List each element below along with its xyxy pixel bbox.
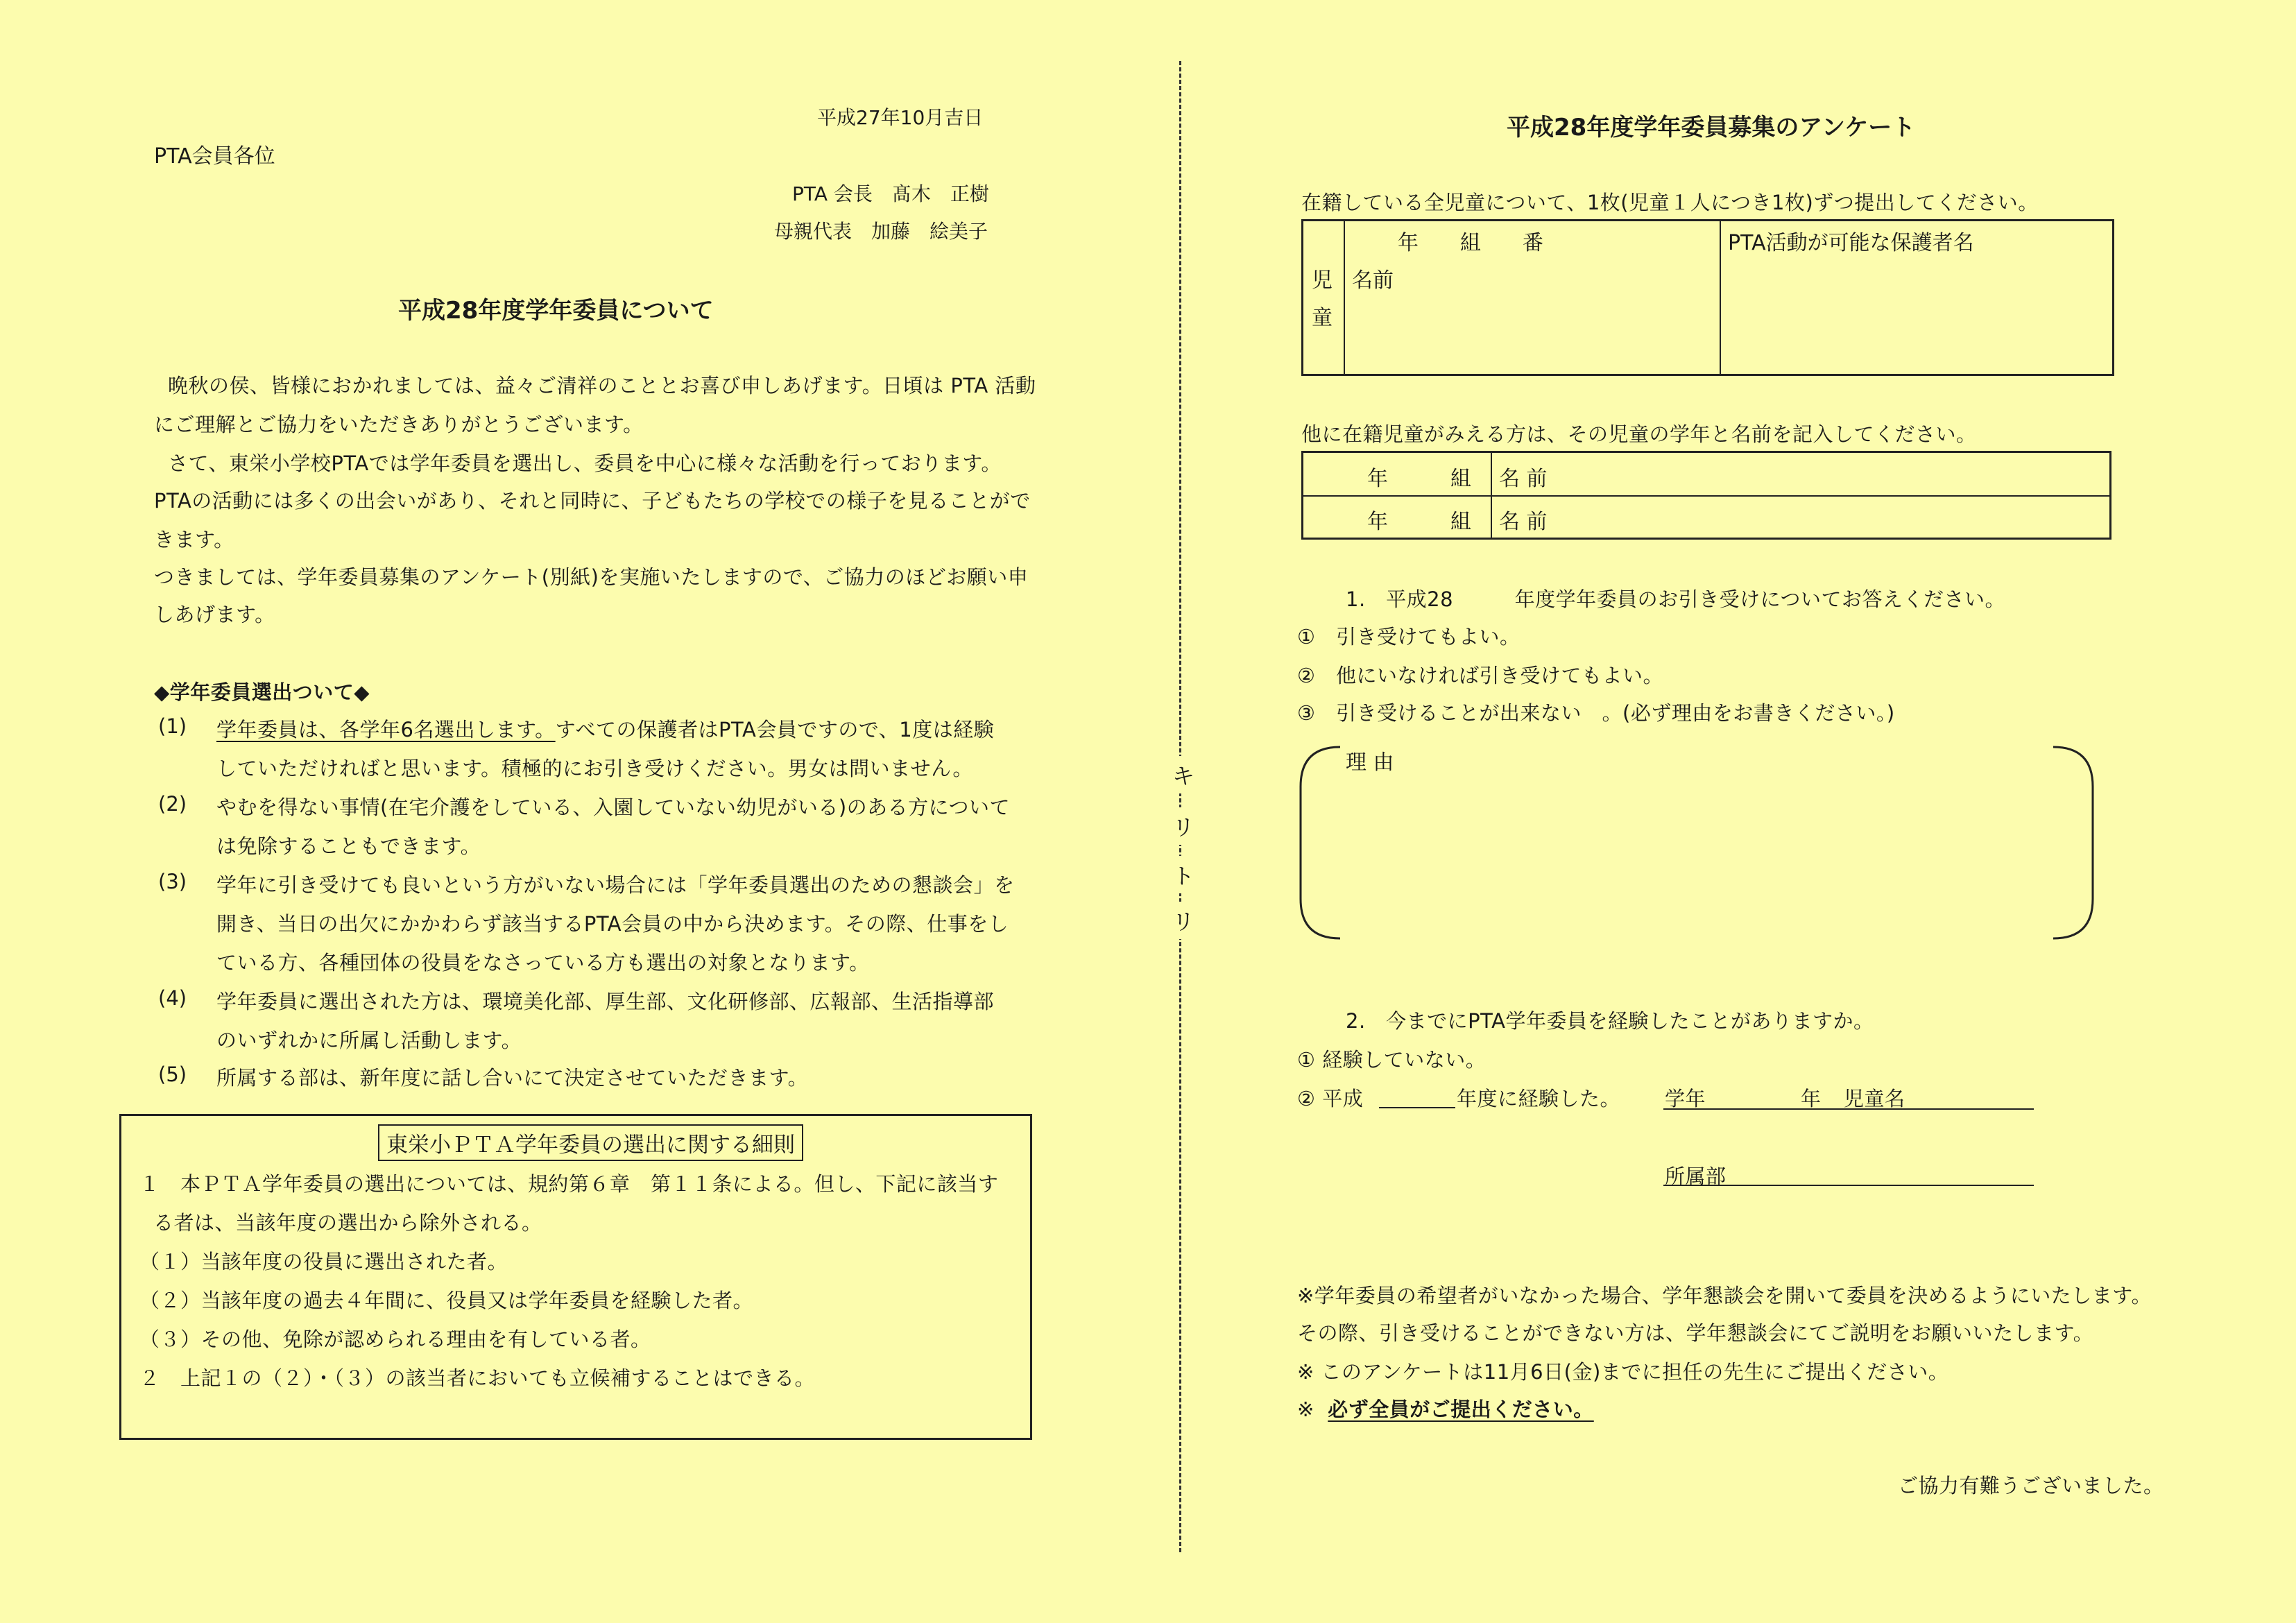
q2-option-2-suffix: 年度に経験した。 [1457,1087,1621,1110]
cut-label-char: キ [1172,756,1194,793]
intro-line: PTAの活動には多くの出会いがあり、それと同時に、子どもたちの学校での様子を見ることがで [154,489,1031,513]
rules-line: ２ 上記１の（２）・（３）の該当者においても立候補することはできる。 [139,1366,816,1390]
year-label: 年 [1801,1087,1822,1110]
cut-label-char: リ [1172,807,1194,845]
list-item-line: ている方、各種団体の役員をなさっている方も選出の対象となります。 [216,951,870,974]
list-number: (3) [158,870,187,893]
list-item-line: は免除することもできます。 [216,834,481,858]
sibling-grade-field[interactable]: 年 組 [1367,510,1471,534]
child-info-table [1301,219,2114,376]
note-line: その際、引き受けることができない方は、学年懇談会にてご説明をお願いいたします。 [1297,1321,2094,1345]
sibling-name-field[interactable]: 名 前 [1499,510,1548,534]
note-line: ※ このアンケートは11月6日(金)までに担任の先生にご提出ください。 [1297,1360,1949,1384]
sibling-table [1301,451,2111,540]
child-side-label: 児 [1312,268,1333,293]
selection-heading: ◆学年委員選出ついて◆ [154,680,370,704]
grade-label: 学年 [1665,1087,1706,1110]
reason-box[interactable] [1299,745,2095,941]
rules-line: る者は、当該年度の選出から除外される。 [153,1211,542,1235]
list-item-line: 学年に引き受けても良いという方がいない場合には「学年委員選出のための懇談会」を [216,873,1015,897]
list-item-line: していただければと思います。積極的にお引き受けください。男女は問いません。 [216,757,973,780]
rules-line: （１）当該年度の役員に選出された者。 [139,1250,508,1273]
department-blank[interactable] [1663,1185,2034,1186]
rules-line: （３）その他、免除が認められる理由を有している者。 [139,1328,651,1351]
rules-line: （２）当該年度の過去４年間に、役員又は学年委員を経験した者。 [139,1289,754,1312]
list-item-line: 所属する部は、新年度に話し合いにて決定させていただきます。 [216,1066,809,1090]
required-submission-text: 必ず全員がご提出ください。 [1328,1398,1594,1421]
question-1: 1. 平成28 年度学年委員のお引き受けについてお答えください。 [1346,587,2005,611]
q2-option-2[interactable]: ② 平成 [1297,1087,1364,1110]
child-side-label: 童 [1312,306,1333,330]
intro-line: 晩秋の侯、皆様におかれましては、益々ご清祥のこととお喜び申しあげます。日頃は PTA 活動 [168,374,1036,397]
child-name-label: 児童名 [1844,1087,1905,1110]
guardian-name-field[interactable]: PTA活動が可能な保護者名 [1728,231,1974,255]
instruction-other-children: 他に在籍児童がみえる方は、その児童の学年と名前を記入してください。 [1301,422,1977,446]
list-number: (5) [158,1063,187,1086]
q1-option-3[interactable]: ③ 引き受けることが出来ない 。(必ず理由をお書きください。) [1297,701,1895,725]
list-number: (1) [158,714,187,738]
q1-option-1[interactable]: ① 引き受けてもよい。 [1297,625,1520,649]
left-page-title: 平成28年度学年委員について [398,297,714,325]
intro-line: さて、東栄小学校PTAでは学年委員を選出し、委員を中心に様々な活動を行っております。 [168,452,1002,475]
list-number: (2) [158,792,187,816]
intro-line: きます。 [154,528,234,551]
sender-president: PTA 会長 髙木 正樹 [792,182,989,205]
department-label: 所属部 [1665,1165,1727,1188]
sibling-name-field[interactable]: 名 前 [1499,467,1548,491]
addressee: PTA会員各位 [154,144,275,169]
child-name-field[interactable]: 名前 [1352,268,1394,293]
intro-line: しあげます。 [154,603,275,626]
list-item-line: のいずれかに所属し活動します。 [216,1029,522,1052]
rules-box [119,1114,1032,1440]
sibling-grade-field[interactable]: 年 組 [1367,467,1471,491]
q2-option-1[interactable]: ① 経験していない。 [1297,1048,1487,1072]
reason-label: 理 由 [1346,750,1394,775]
list-item-line: 学年委員に選出された方は、環境美化部、厚生部、文化研修部、広報部、生活指導部 [216,990,995,1013]
note-line: ※学年委員の希望者がいなかった場合、学年懇談会を開いて委員を決めるようにいたします。 [1297,1284,2152,1307]
cut-line [1179,61,1181,1552]
list-number: (4) [158,986,187,1010]
year-blank[interactable] [1379,1107,1455,1108]
list-item-line: 開き、当日の出欠にかかわらず該当するPTA会員の中から決めます。その際、仕事をし [216,912,1009,936]
closing-thanks: ご協力有難うございました。 [1898,1474,2164,1497]
survey-title: 平成28年度学年委員募集のアンケート [1507,114,1916,141]
list-item-line: 学年委員は、各学年6名選出します。すべての保護者はPTA会員ですので、1度は経験 [216,718,995,741]
cut-label-char: リ [1172,902,1194,939]
underlined-emphasis: 学年委員は、各学年6名選出します。 [216,718,556,741]
instruction-all-children: 在籍している全児童について、1枚(児童１人につき1枚)ずつ提出してください。 [1301,191,2039,214]
cut-label-char: ト [1172,856,1194,893]
intro-line: にご理解とご協力をいただきありがとうございます。 [154,413,644,436]
note-line-required: ※ 必ず全員がご提出ください。 [1297,1398,1594,1421]
rules-title: 東栄小ＰＴＡ学年委員の選出に関する細則 [378,1124,803,1161]
list-item-line: やむを得ない事情(在宅介護をしている、入園していない幼児がいる)のある方について [216,796,1011,819]
sender-mother-rep: 母親代表 加藤 絵美子 [774,220,988,243]
rules-line: １ 本ＰＴＡ学年委員の選出については、規約第６章 第１１条による。但し、下記に該当す [139,1172,999,1196]
intro-line: つきましては、学年委員募集のアンケート(別紙)を実施いたしますので、ご協力のほどお願い申 [154,565,1029,589]
question-2: 2. 今までにPTA学年委員を経験したことがありますか。 [1346,1009,1874,1033]
grade-child-blank[interactable] [1663,1108,2034,1110]
grade-class-number-field[interactable]: 年 組 番 [1398,231,1543,255]
q1-option-2[interactable]: ② 他にいなければ引き受けてもよい。 [1297,664,1663,687]
issue-date: 平成27年10月吉日 [817,106,984,129]
